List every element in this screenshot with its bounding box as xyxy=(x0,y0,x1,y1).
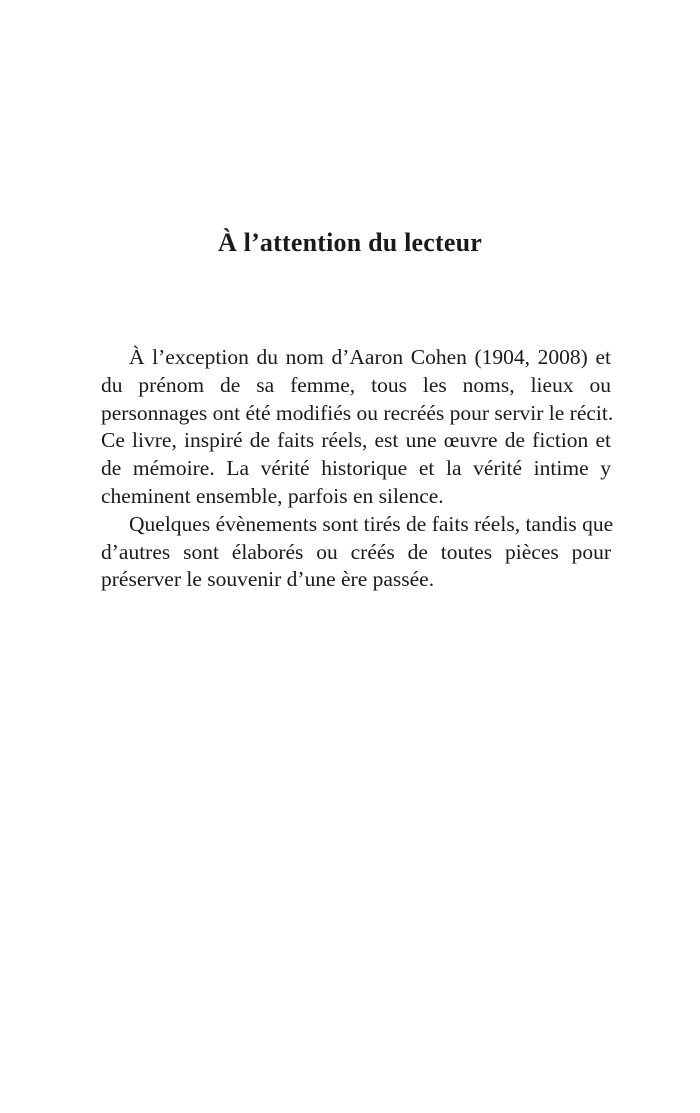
paragraph-line: préserver le souvenir d’une ère passée. xyxy=(101,567,435,592)
page-title: À l’attention du lecteur xyxy=(217,228,483,257)
paragraph-line: À l’exception du nom d’Aaron Cohen (1904, 2008) et xyxy=(129,345,611,369)
paragraph-line: Quelques évènements sont tirés de faits réels, tandis que xyxy=(129,511,614,536)
paragraph-line: du prénom de sa femme, tous les noms, lieux ou xyxy=(101,372,611,397)
paragraph-line: Ce livre, inspiré de faits réels, est une œuvre de fiction et xyxy=(101,428,611,453)
paragraph-line: d’autres sont élaborés ou créés de toutes pièces pour xyxy=(101,539,611,564)
paragraph-line: de mémoire. La vérité historique et la vérité intime y xyxy=(101,456,611,481)
body-text xyxy=(101,344,614,594)
paragraph-line: cheminent ensemble, parfois en silence. xyxy=(101,483,444,508)
paragraph-line: personnages ont été modifiés ou recréés pour servir le récit. xyxy=(101,400,614,425)
